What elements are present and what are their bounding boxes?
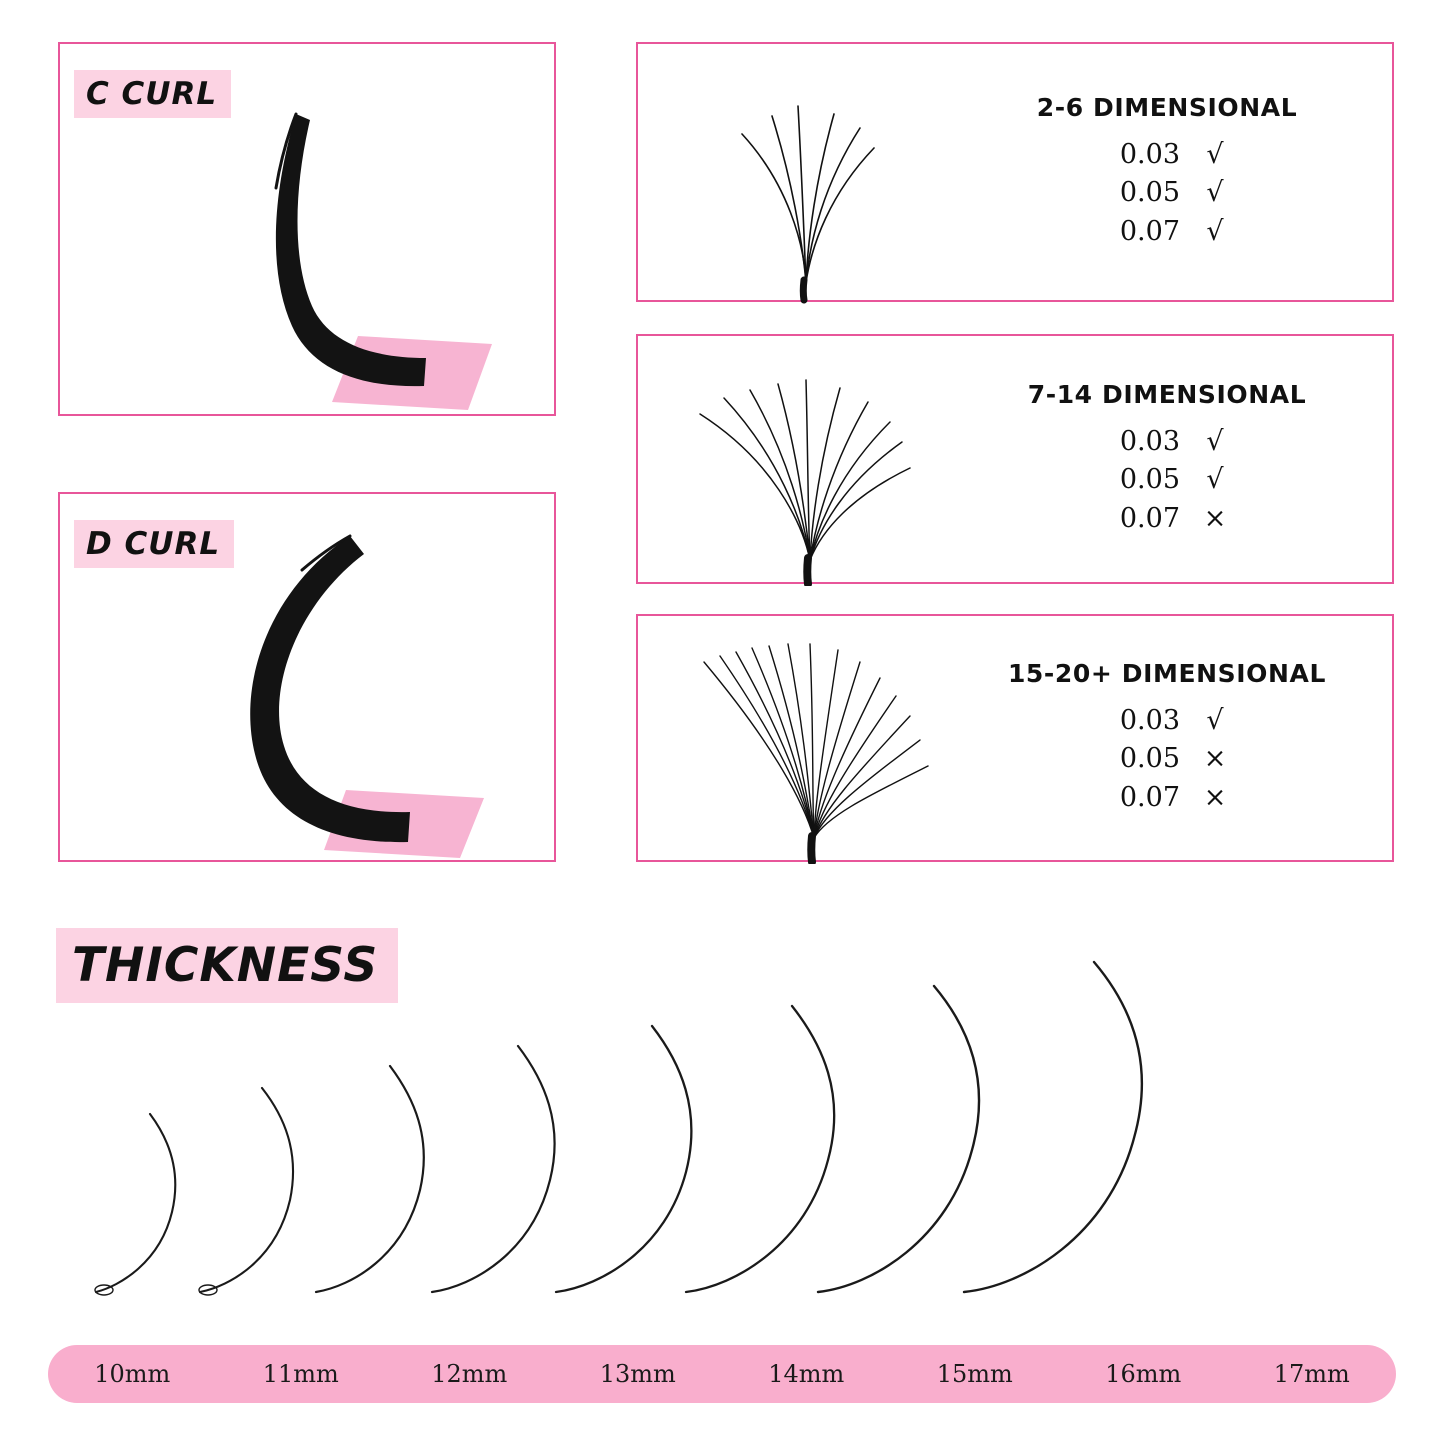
d-curl-label: D CURL bbox=[74, 520, 234, 568]
spec-size: 0.05 bbox=[1119, 743, 1180, 775]
spec-size: 0.05 bbox=[1119, 177, 1180, 209]
spec-size: 0.03 bbox=[1119, 139, 1180, 170]
spec-row bbox=[1084, 779, 1250, 817]
spec-size: 0.07 bbox=[1119, 781, 1180, 813]
scale-item-13mm: 13mm bbox=[599, 1360, 676, 1388]
scale-item-17mm: 17mm bbox=[1273, 1360, 1350, 1388]
lash-fan-14d-icon bbox=[638, 336, 968, 582]
spec-availability-mark: × bbox=[1203, 781, 1227, 813]
spec-row bbox=[1084, 136, 1250, 174]
spec-availability-mark: × bbox=[1203, 502, 1227, 534]
scale-item-11mm: 11mm bbox=[262, 1360, 339, 1388]
dimensional-2-6-title: 2-6 DIMENSIONAL bbox=[1036, 93, 1298, 122]
spec-row bbox=[1084, 174, 1250, 212]
lash-length-illustrations bbox=[0, 960, 1445, 1320]
scale-item-14mm: 14mm bbox=[768, 1360, 845, 1388]
panel-c-curl bbox=[58, 42, 556, 416]
spec-row bbox=[1084, 213, 1250, 251]
spec-size: 0.03 bbox=[1119, 426, 1180, 457]
spec-row bbox=[1084, 740, 1250, 778]
lash-curl-c-illustration bbox=[60, 44, 554, 414]
dimensional-15-20-title: 15-20+ DIMENSIONAL bbox=[1007, 659, 1327, 688]
spec-row bbox=[1084, 423, 1250, 461]
spec-availability-mark: × bbox=[1203, 743, 1227, 775]
spec-availability-mark: √ bbox=[1206, 705, 1224, 736]
dimensional-7-14-title: 7-14 DIMENSIONAL bbox=[1027, 380, 1307, 409]
scale-item-16mm: 16mm bbox=[1105, 1360, 1182, 1388]
spec-availability-mark: √ bbox=[1206, 215, 1224, 247]
panel-dimensional-7-14 bbox=[636, 334, 1394, 584]
spec-availability-mark: √ bbox=[1206, 464, 1224, 496]
lash-curl-d-illustration bbox=[60, 494, 554, 860]
spec-size: 0.07 bbox=[1119, 215, 1180, 247]
dimensional-2-6-text bbox=[968, 93, 1392, 251]
panel-dimensional-2-6 bbox=[636, 42, 1394, 302]
dimensional-15-20-text bbox=[968, 659, 1392, 817]
scale-item-12mm: 12mm bbox=[431, 1360, 508, 1388]
thickness-label: THICKNESS bbox=[56, 928, 398, 1003]
spec-availability-mark: √ bbox=[1206, 426, 1224, 457]
panel-dimensional-15-20 bbox=[636, 614, 1394, 862]
lash-fan-20d-icon bbox=[638, 616, 968, 860]
length-scale-bar bbox=[48, 1345, 1396, 1403]
panel-d-curl bbox=[58, 492, 556, 862]
spec-size: 0.03 bbox=[1119, 705, 1180, 736]
c-curl-label: C CURL bbox=[74, 70, 231, 118]
spec-availability-mark: √ bbox=[1206, 139, 1224, 170]
spec-row bbox=[1084, 461, 1250, 499]
lash-fan-6d-icon bbox=[638, 44, 968, 300]
scale-item-15mm: 15mm bbox=[936, 1360, 1013, 1388]
scale-item-10mm: 10mm bbox=[94, 1360, 171, 1388]
spec-availability-mark: √ bbox=[1206, 177, 1224, 209]
spec-size: 0.07 bbox=[1119, 502, 1180, 534]
spec-row bbox=[1084, 702, 1250, 740]
spec-size: 0.05 bbox=[1119, 464, 1180, 496]
dimensional-7-14-text bbox=[968, 380, 1392, 538]
spec-row bbox=[1084, 500, 1250, 538]
